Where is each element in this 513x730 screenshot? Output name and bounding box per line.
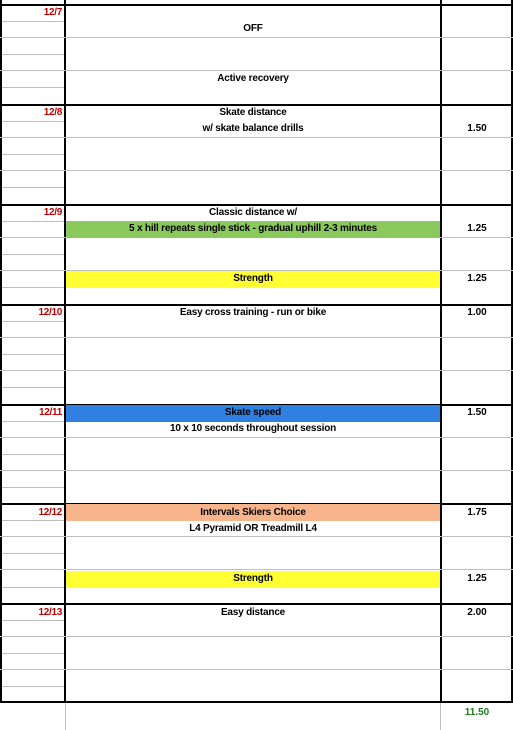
- date-cell[interactable]: 12/7: [43, 7, 62, 18]
- row-line: [0, 669, 513, 670]
- row-line: [2, 221, 64, 222]
- activity-cell[interactable]: Easy distance: [220, 607, 286, 618]
- hours-cell[interactable]: 1.00: [467, 307, 487, 318]
- row-line: [2, 487, 64, 488]
- row-line: [0, 636, 513, 637]
- row-line: [2, 686, 64, 687]
- activity-cell[interactable]: Easy cross training - run or bike: [179, 307, 327, 318]
- activity-cell[interactable]: Intervals Skiers Choice: [200, 507, 306, 518]
- gridline-vertical: [65, 702, 66, 730]
- gridline-vertical: [440, 702, 441, 730]
- activity-cell[interactable]: OFF: [243, 23, 263, 34]
- row-line: [0, 470, 513, 471]
- date-cell[interactable]: 12/11: [39, 407, 62, 418]
- hours-cell[interactable]: 1.25: [467, 573, 487, 584]
- row-line: [0, 337, 513, 338]
- row-line: [2, 21, 64, 22]
- activity-cell[interactable]: 5 x hill repeats single stick - gradual uphill 2-3 minutes: [129, 223, 377, 234]
- activity-cell[interactable]: L4 Pyramid OR Treadmill L4: [189, 523, 317, 534]
- row-line: [2, 454, 64, 455]
- activity-cell[interactable]: Skate distance: [219, 107, 287, 118]
- date-cell[interactable]: 12/13: [38, 607, 62, 618]
- total-hours-cell[interactable]: 11.50: [464, 707, 490, 718]
- row-line: [2, 154, 64, 155]
- hours-cell[interactable]: 1.50: [467, 407, 487, 418]
- hours-cell[interactable]: 1.25: [467, 223, 487, 234]
- row-line: [0, 437, 513, 438]
- activity-cell[interactable]: Strength: [233, 273, 273, 284]
- date-cell[interactable]: 12/10: [38, 307, 62, 318]
- row-line: [2, 254, 64, 255]
- activity-cell[interactable]: 10 x 10 seconds throughout session: [169, 423, 337, 434]
- row-line: [2, 54, 64, 55]
- row-line: [0, 37, 513, 38]
- hours-cell[interactable]: 1.75: [467, 507, 487, 518]
- date-cell[interactable]: 12/12: [38, 507, 62, 518]
- day-separator: [0, 4, 513, 6]
- row-line: [2, 653, 64, 654]
- row-line: [0, 137, 513, 138]
- hours-cell[interactable]: 1.50: [467, 123, 487, 134]
- row-line: [2, 321, 64, 322]
- row-line: [2, 87, 64, 88]
- hours-cell[interactable]: 2.00: [467, 607, 487, 618]
- activity-cell[interactable]: Active recovery: [217, 73, 289, 84]
- row-line: [2, 287, 64, 288]
- date-cell[interactable]: 12/9: [43, 207, 62, 218]
- row-line: [2, 354, 64, 355]
- row-line: [0, 370, 513, 371]
- day-separator: [0, 701, 513, 703]
- row-line: [2, 387, 64, 388]
- activity-cell[interactable]: Skate speed: [224, 407, 282, 418]
- row-line: [0, 170, 513, 171]
- activity-cell[interactable]: Strength: [233, 573, 273, 584]
- date-cell[interactable]: 12/8: [43, 107, 62, 118]
- row-line: [2, 187, 64, 188]
- row-line: [2, 121, 64, 122]
- activity-cell[interactable]: Classic distance w/: [209, 207, 297, 218]
- row-line: [0, 569, 513, 570]
- activity-cell[interactable]: w/ skate balance drills: [202, 123, 304, 134]
- row-line: [2, 587, 64, 588]
- row-line: [2, 553, 64, 554]
- hours-cell[interactable]: 1.25: [467, 273, 487, 284]
- row-line: [2, 421, 64, 422]
